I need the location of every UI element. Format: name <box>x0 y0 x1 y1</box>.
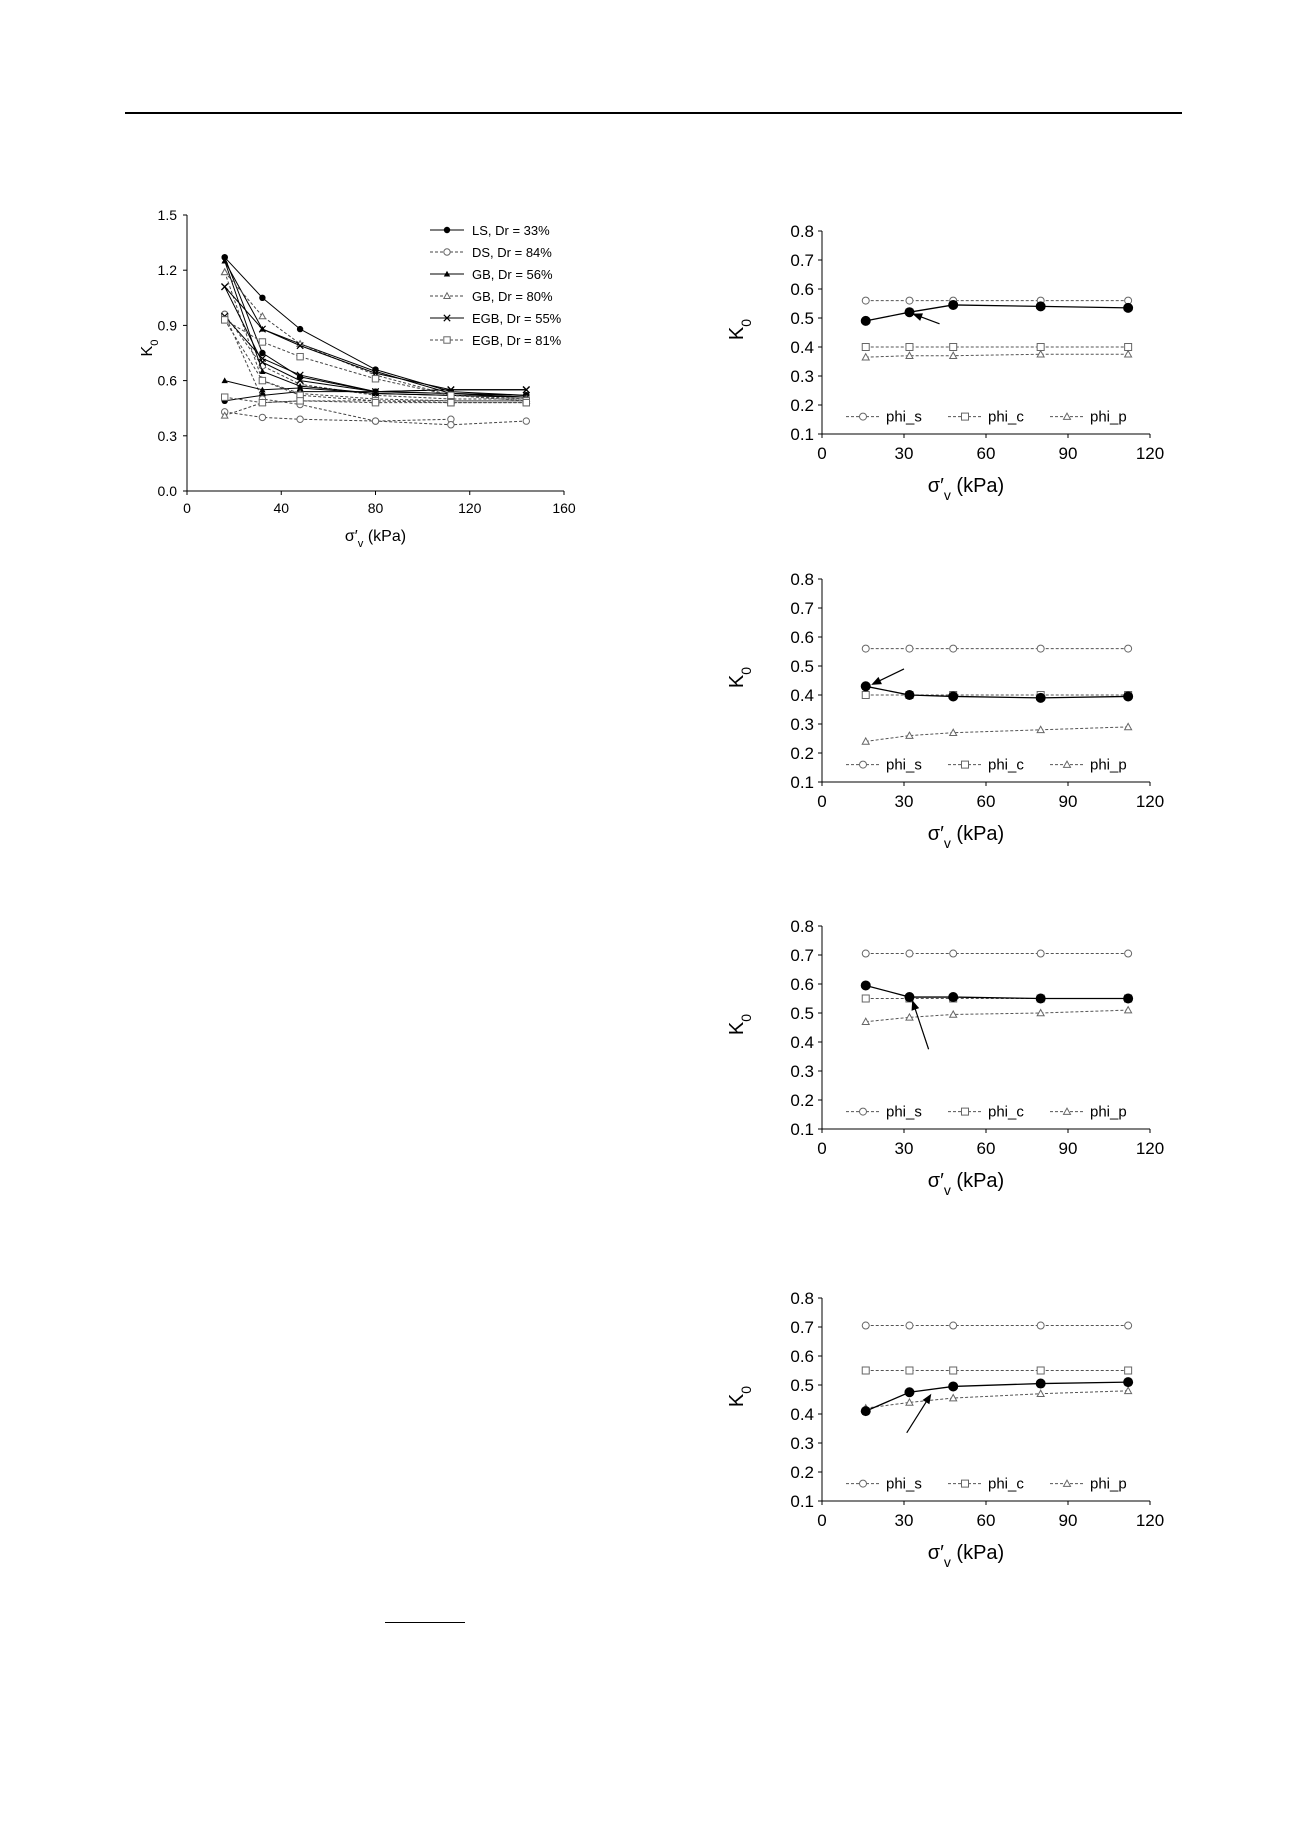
data-point <box>297 416 303 422</box>
legend-label: GB, Dr = 80% <box>472 289 553 304</box>
data-point <box>862 1322 869 1329</box>
y-tick-label: 0.1 <box>790 425 814 444</box>
series-phi-s <box>862 1322 1131 1329</box>
y-tick-label: 0.5 <box>790 1004 814 1023</box>
legend-marker <box>1064 761 1071 767</box>
legend-label: phi_c <box>988 1103 1024 1121</box>
legend-marker <box>444 293 450 299</box>
data-point <box>948 300 958 310</box>
k0-panel-2-chart <box>710 563 1170 858</box>
data-point <box>1036 301 1046 311</box>
data-point <box>862 297 869 304</box>
x-tick-label: 160 <box>552 500 576 516</box>
data-point <box>222 394 228 400</box>
y-tick-label: 0.5 <box>790 309 814 328</box>
data-point <box>1125 1322 1132 1329</box>
header-rule <box>125 112 1182 114</box>
annotation-arrow-shaft <box>914 1006 929 1050</box>
x-axis-label: $\sigma'_v$ (kPa) <box>927 1170 1005 1198</box>
data-point <box>1037 1390 1044 1396</box>
series-measured <box>861 300 1133 326</box>
x-tick-label: 90 <box>1058 1139 1078 1158</box>
series-measured <box>861 681 1133 703</box>
y-tick-label: 0.9 <box>157 317 177 334</box>
legend-marker <box>962 1480 969 1487</box>
series-measured <box>861 1377 1133 1416</box>
series-phi-c <box>862 1367 1131 1374</box>
y-tick-label: 0.5 <box>790 1376 814 1395</box>
data-point <box>372 418 378 424</box>
k0-panel-1-chart <box>710 215 1170 510</box>
legend-marker <box>962 761 969 768</box>
y-tick-label: 0.5 <box>790 657 814 676</box>
data-point <box>222 284 228 290</box>
annotation-arrow-head <box>912 313 923 320</box>
data-point <box>259 414 265 420</box>
x-tick-label: 0 <box>817 444 827 463</box>
y-tick-label: 0.8 <box>790 917 814 936</box>
y-tick-label: 0.8 <box>790 1289 814 1308</box>
series-phi-p <box>862 1007 1131 1025</box>
footnote-rule <box>385 1622 465 1623</box>
legend-marker <box>444 337 450 343</box>
data-point <box>904 992 914 1002</box>
data-point <box>950 645 957 652</box>
data-point <box>259 295 265 301</box>
data-point <box>948 1381 958 1391</box>
series-line <box>866 1010 1128 1022</box>
x-tick-label: 60 <box>976 792 996 811</box>
y-tick-label: 0.4 <box>790 338 814 357</box>
series-line <box>866 1382 1128 1411</box>
data-point <box>1123 691 1133 701</box>
legend-label: phi_c <box>988 756 1024 774</box>
y-tick-label: 0.2 <box>790 1091 814 1110</box>
data-point <box>1125 351 1132 357</box>
data-point <box>862 692 869 699</box>
x-tick-label: 90 <box>1058 792 1078 811</box>
legend-marker <box>860 1108 867 1115</box>
legend-label: phi_s <box>886 1103 922 1121</box>
legend-label: phi_c <box>988 408 1024 426</box>
legend-label: LS, Dr = 33% <box>472 223 550 238</box>
x-tick-label: 120 <box>1135 444 1165 463</box>
y-tick-label: 1.5 <box>157 207 177 223</box>
k0-panel-4-chart <box>710 1282 1170 1577</box>
data-point <box>1125 344 1132 351</box>
x-tick-label: 0 <box>817 792 827 811</box>
data-point <box>523 418 529 424</box>
legend-label: DS, Dr = 84% <box>472 245 552 260</box>
y-tick-label: 0.1 <box>790 773 814 792</box>
y-tick-label: 0.2 <box>790 744 814 763</box>
y-axis-label: $K_0$ <box>726 1013 754 1036</box>
legend-marker <box>1064 1480 1071 1486</box>
x-tick-label: 30 <box>894 1511 914 1530</box>
y-tick-label: 0.6 <box>157 372 177 389</box>
x-axis-label: $\sigma'_v$ (kPa) <box>344 528 407 550</box>
data-point <box>297 353 303 359</box>
data-point <box>297 398 303 404</box>
series-phi-s <box>862 297 1131 304</box>
legend-marker <box>860 1480 867 1487</box>
data-point <box>222 269 228 275</box>
series-line <box>225 314 451 421</box>
data-point <box>1123 1377 1133 1387</box>
data-point <box>222 377 228 383</box>
x-axis-label: $\sigma'_v$ (kPa) <box>927 475 1005 503</box>
data-point <box>950 950 957 957</box>
data-point <box>259 339 265 345</box>
series-phi-p <box>862 351 1131 360</box>
data-point <box>372 399 378 405</box>
data-point <box>950 1367 957 1374</box>
y-tick-label: 0.7 <box>790 251 814 270</box>
y-tick-label: 0.2 <box>790 1463 814 1482</box>
legend-label: phi_p <box>1090 1475 1127 1493</box>
data-point <box>448 392 454 398</box>
data-point <box>948 691 958 701</box>
data-point <box>448 422 454 428</box>
data-point <box>1037 645 1044 652</box>
legend-label: EGB, Dr = 55% <box>472 311 562 326</box>
annotation-arrow-head <box>871 677 882 685</box>
data-point <box>297 326 303 332</box>
data-point <box>372 376 378 382</box>
x-tick-label: 30 <box>894 444 914 463</box>
data-point <box>862 950 869 957</box>
x-tick-label: 90 <box>1058 444 1078 463</box>
y-tick-label: 0.7 <box>790 599 814 618</box>
y-tick-label: 0.3 <box>157 427 177 444</box>
x-tick-label: 0 <box>817 1139 827 1158</box>
data-point <box>906 344 913 351</box>
data-point <box>861 1406 871 1416</box>
x-tick-label: 0 <box>183 500 191 516</box>
data-point <box>1037 1322 1044 1329</box>
y-tick-label: 0.7 <box>790 946 814 965</box>
y-tick-label: 0.1 <box>790 1492 814 1511</box>
legend-label: phi_c <box>988 1475 1024 1493</box>
data-point <box>904 1387 914 1397</box>
y-axis-label: $K_0$ <box>726 666 754 689</box>
x-tick-label: 60 <box>976 1139 996 1158</box>
data-point <box>904 690 914 700</box>
y-tick-label: 0.4 <box>790 1405 814 1424</box>
legend-marker <box>444 227 450 233</box>
data-point <box>950 344 957 351</box>
legend-label: GB, Dr = 56% <box>472 267 553 282</box>
legend-label: phi_p <box>1090 408 1127 426</box>
y-tick-label: 0.7 <box>790 1318 814 1337</box>
y-tick-label: 0.8 <box>790 570 814 589</box>
x-tick-label: 60 <box>976 1511 996 1530</box>
data-point <box>950 1322 957 1329</box>
legend-label: phi_p <box>1090 756 1127 774</box>
y-tick-label: 0.6 <box>790 975 814 994</box>
y-axis-label: $K_0$ <box>726 318 754 341</box>
data-point <box>948 992 958 1002</box>
data-point <box>259 399 265 405</box>
series-phi-p <box>862 1387 1131 1411</box>
data-point <box>1036 1379 1046 1389</box>
y-tick-label: 0.3 <box>790 1062 814 1081</box>
series-phi-p <box>862 723 1131 744</box>
series-phi-s <box>862 950 1131 957</box>
data-point <box>906 297 913 304</box>
y-tick-label: 0.6 <box>790 1347 814 1366</box>
annotation-arrow-shaft <box>877 669 904 682</box>
y-tick-label: 0.3 <box>790 715 814 734</box>
data-point <box>1123 303 1133 313</box>
data-point <box>1037 344 1044 351</box>
legend-marker <box>962 413 969 420</box>
data-point <box>259 313 265 319</box>
y-tick-label: 0.8 <box>790 222 814 241</box>
legend-marker <box>1064 1108 1071 1114</box>
data-point <box>259 350 265 356</box>
annotation-arrow-head <box>923 1394 932 1405</box>
k0-panel-3-chart <box>710 910 1170 1205</box>
data-point <box>906 645 913 652</box>
legend-label: EGB, Dr = 81% <box>472 333 562 348</box>
y-axis-label: $K_0$ <box>726 1385 754 1408</box>
x-tick-label: 0 <box>817 1511 827 1530</box>
y-tick-label: 0.4 <box>790 686 814 705</box>
data-point <box>1036 994 1046 1004</box>
y-tick-label: 0.1 <box>790 1120 814 1139</box>
data-point <box>1036 693 1046 703</box>
x-axis-label: $\sigma'_v$ (kPa) <box>927 823 1005 851</box>
legend-marker <box>860 413 867 420</box>
y-tick-label: 1.2 <box>157 262 177 279</box>
series-phi-s <box>862 645 1131 652</box>
series-phi-c <box>862 344 1131 351</box>
legend-marker <box>1064 413 1071 419</box>
legend-label: phi_s <box>886 408 922 426</box>
series-line <box>866 727 1128 742</box>
data-point <box>259 377 265 383</box>
y-tick-label: 0.3 <box>790 367 814 386</box>
data-point <box>861 980 871 990</box>
data-point <box>906 1322 913 1329</box>
y-tick-label: 0.6 <box>790 280 814 299</box>
x-axis-label: $\sigma'_v$ (kPa) <box>927 1542 1005 1570</box>
legend-marker <box>444 249 450 255</box>
x-tick-label: 30 <box>894 792 914 811</box>
data-point <box>1125 1367 1132 1374</box>
data-point <box>1037 950 1044 957</box>
data-point <box>523 399 529 405</box>
data-point <box>904 307 914 317</box>
data-point <box>862 1367 869 1374</box>
data-point <box>862 645 869 652</box>
x-tick-label: 80 <box>367 500 384 516</box>
x-tick-label: 40 <box>273 500 290 516</box>
x-tick-label: 90 <box>1058 1511 1078 1530</box>
y-tick-label: 0.0 <box>157 483 177 499</box>
data-point <box>1125 950 1132 957</box>
data-point <box>861 681 871 691</box>
legend-label: phi_p <box>1090 1103 1127 1121</box>
y-tick-label: 0.4 <box>790 1033 814 1052</box>
y-tick-label: 0.6 <box>790 628 814 647</box>
data-point <box>862 344 869 351</box>
x-tick-label: 120 <box>458 500 482 516</box>
data-point <box>862 995 869 1002</box>
data-point <box>222 317 228 323</box>
legend-marker <box>962 1108 969 1115</box>
annotation-arrow-head <box>912 1000 920 1011</box>
data-point <box>906 950 913 957</box>
x-tick-label: 30 <box>894 1139 914 1158</box>
data-point <box>1125 645 1132 652</box>
data-point <box>448 399 454 405</box>
y-axis-label: $K_0$ <box>139 339 161 357</box>
k0-vs-stress-main-chart <box>130 195 610 550</box>
data-point <box>906 1367 913 1374</box>
x-tick-label: 120 <box>1135 1511 1165 1530</box>
x-tick-label: 120 <box>1135 1139 1165 1158</box>
data-point <box>1123 994 1133 1004</box>
data-point <box>861 316 871 326</box>
legend-label: phi_s <box>886 756 922 774</box>
x-tick-label: 60 <box>976 444 996 463</box>
series-line <box>225 314 527 399</box>
y-tick-label: 0.3 <box>790 1434 814 1453</box>
series-measured <box>861 980 1133 1003</box>
x-tick-label: 120 <box>1135 792 1165 811</box>
legend-label: phi_s <box>886 1475 922 1493</box>
series-line <box>866 354 1128 357</box>
legend-marker <box>860 761 867 768</box>
y-tick-label: 0.2 <box>790 396 814 415</box>
data-point <box>1037 1367 1044 1374</box>
